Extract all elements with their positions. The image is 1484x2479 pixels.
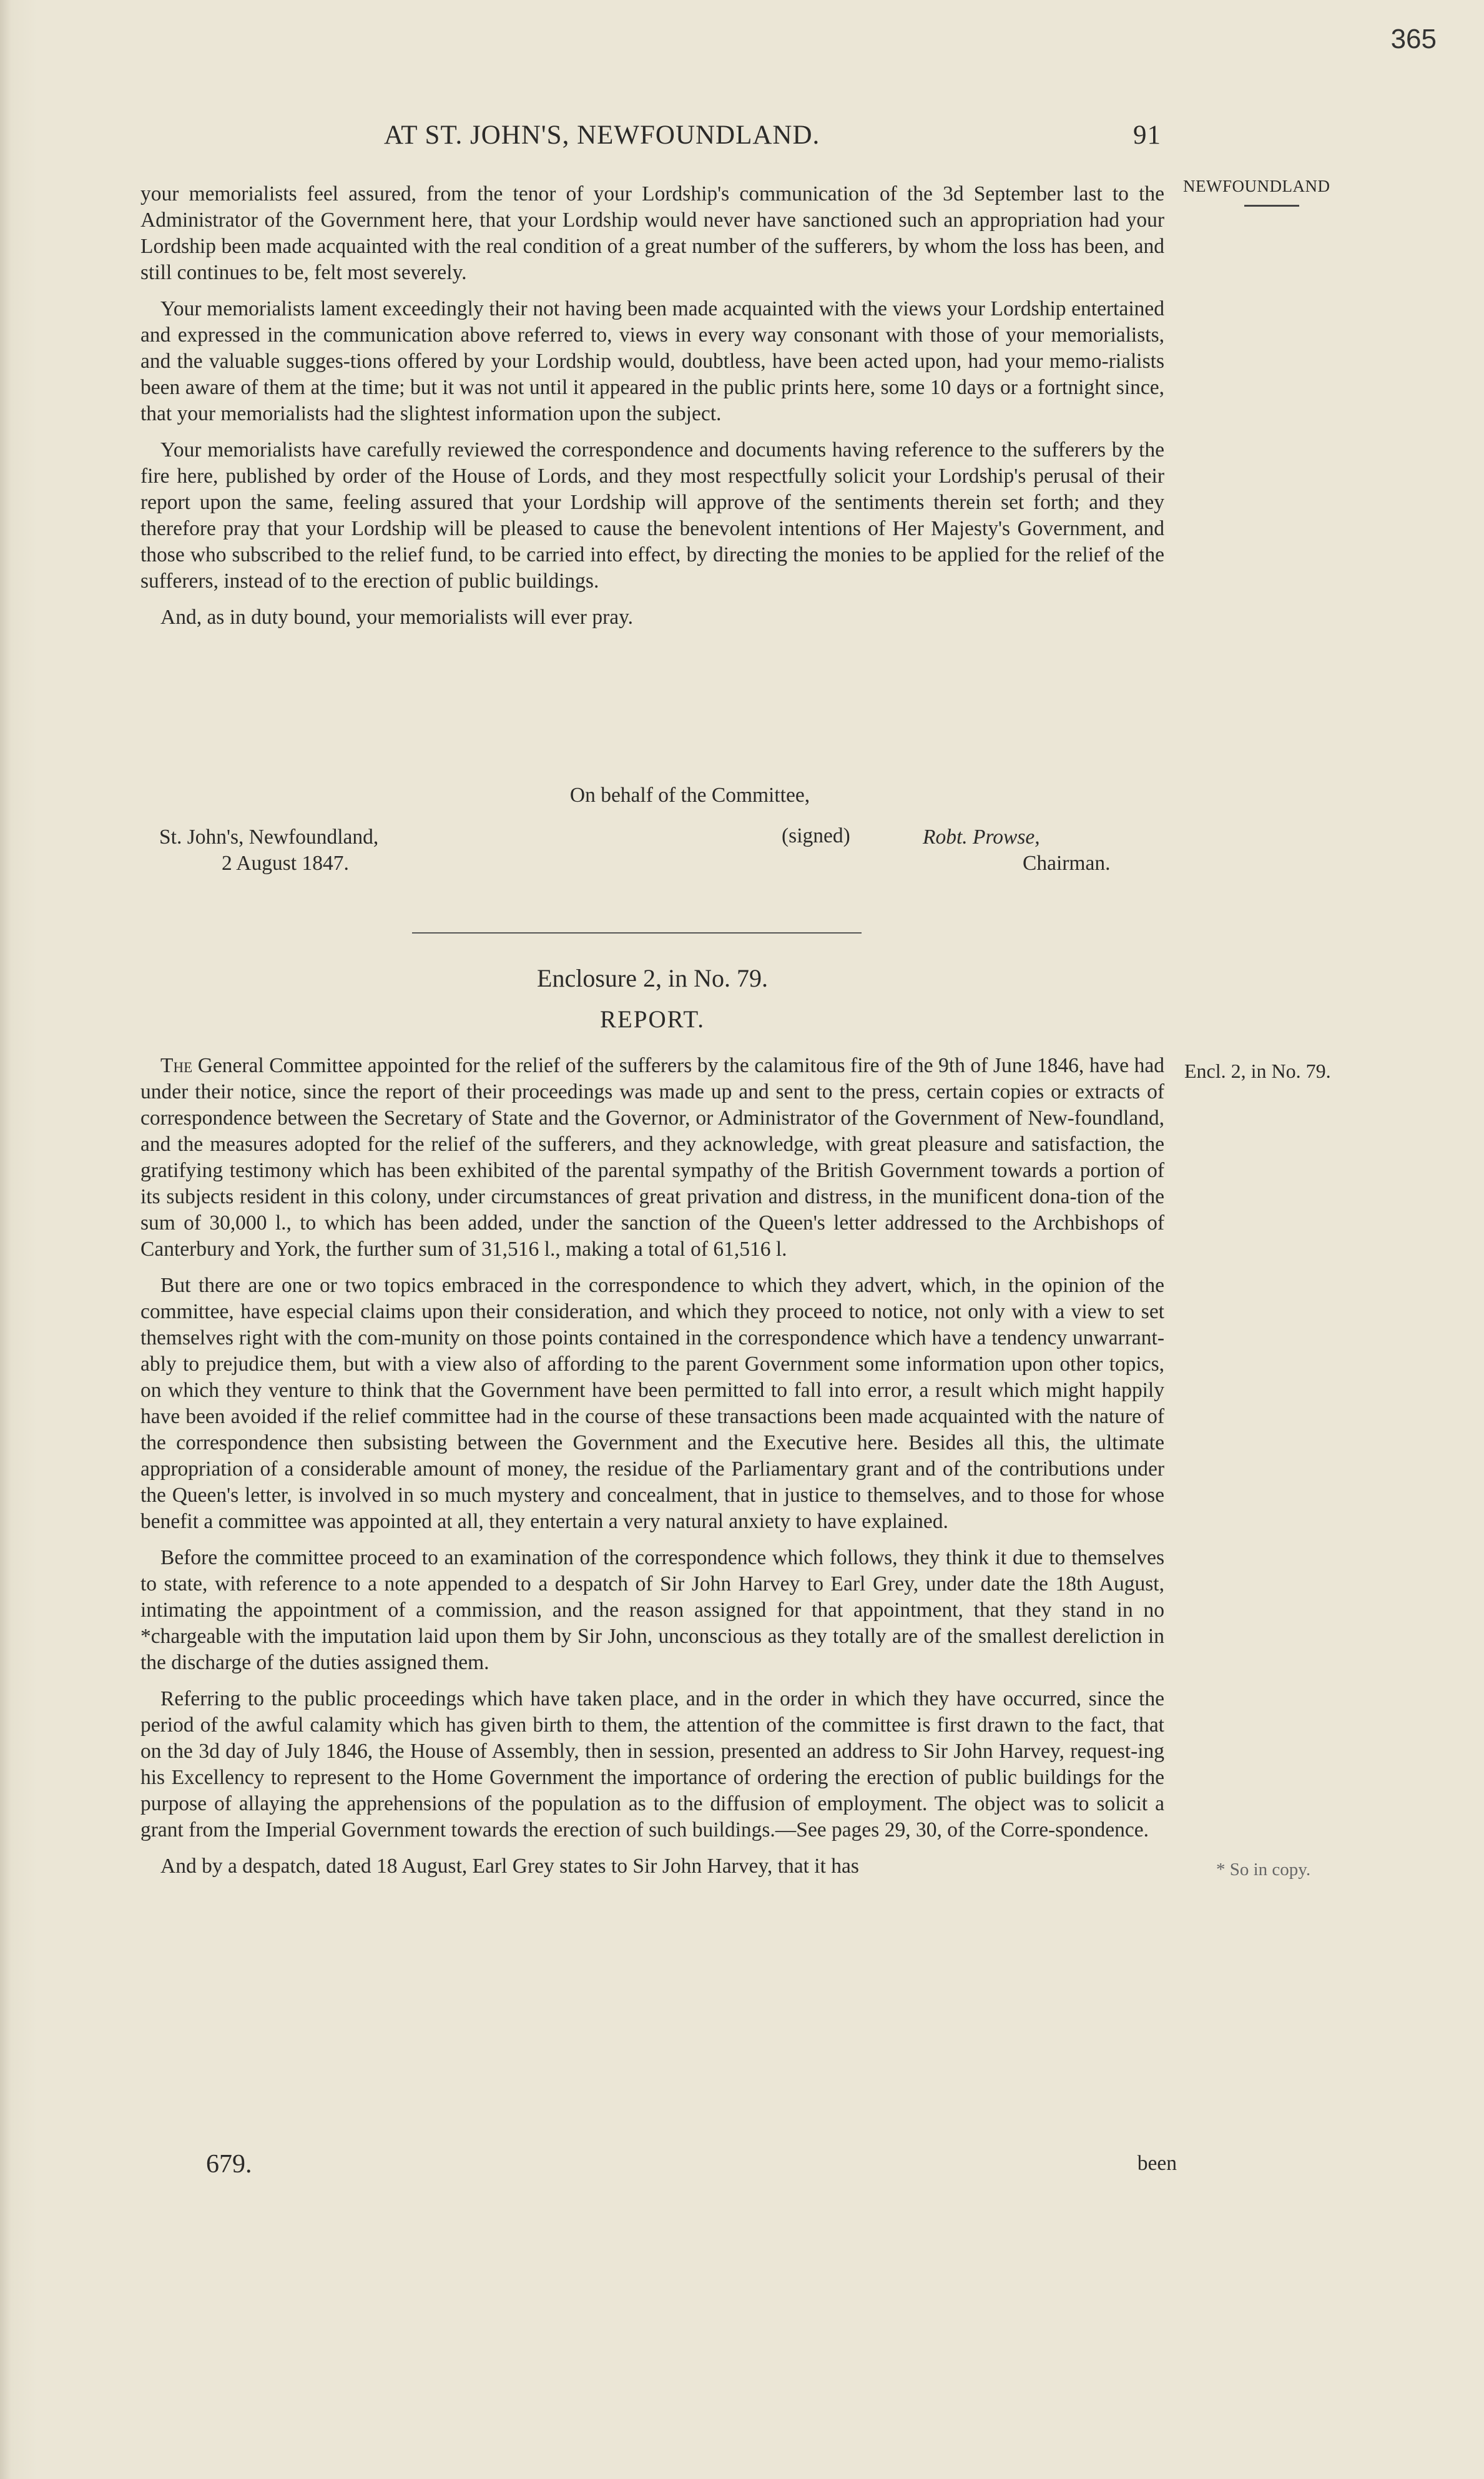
memorial-paragraph: And, as in duty bound, your memorialists will ever pray.: [160, 606, 634, 629]
place: St. John's, Newfoundland,: [159, 826, 379, 849]
signed-mark: (signed): [782, 824, 850, 847]
signature-block: [923, 824, 1110, 877]
report-paragraph: And by a despatch, dated 18 August, Earl Grey states to Sir John Harvey, that it has: [160, 1855, 859, 1878]
report-paragraph: [140, 1053, 1164, 1263]
running-head-title: AT ST. JOHN'S, NEWFOUNDLAND.: [384, 121, 820, 150]
signature-mark: 679.: [206, 2150, 252, 2179]
report-first-word: The: [160, 1054, 193, 1077]
signatory-role: Chairman.: [1023, 852, 1111, 875]
memorial-paragraph: your memorialists feel assured, from the tenor of your Lordship's communication of the 3d September last to the Administrator of the Government here, that your Lordship would never have sanctioned such an appropriation had your Lordship been made acquainted with the real condition of a great number of the sufferers, by whom the loss has been, and still continues to be, felt most severely.: [140, 182, 1164, 284]
report-paragraph-text: General Committee appointed for the relief of the sufferers by the calamitous fire of the 9th of June 1846, have had under their notice, since the report of their proceedings was made up and sent to the press, certain copies or extracts of correspondence between the Secretary of State and the Governor, or Administrator of the Government of New-foundland, and the measures adopted for the relief of the sufferers, and they acknowledge, with great pleasure and satisfaction, the gratifying testimony which has been exhibited of the parental sympathy of the British Government towards a portion of its subjects resident in this colony, under circumstances of great privation and distress, in the munificent dona-tion of the sum of 30,000 l., to which has been added, under the sanction of the Queen's letter addressed to the Archbishops of Canterbury and York, the further sum of 31,516 l., making a total of 61,516 l.: [140, 1054, 1164, 1261]
report-paragraph: But there are one or two topics embraced in the correspondence to which they advert, which, in the opinion of the committee, have especial claims upon their consideration, and which they proceed to notice, not only with a view to set themselves right with the com-munity on those points contained in the correspondence which have a tendency unwarrant-ably to prejudice them, but with a view also of affording to the parent Government some information upon other topics, on which they venture to think that the Government have been permitted to fall into error, a result which might happily have been avoided if the relief committee had in the course of these transactions been made acquainted with the nature of the correspondence then subsisting between the Government and the Executive here. Besides all this, the ultimate appropriation of a considerable amount of money, the residue of the Parliamentary grant and of the contributions under the Queen's letter, is involved in so much mystery and concealment, that in justice to themselves, and to those for whose benefit a committee was appointed at all, they entertain a very natural anxiety to have explained.: [140, 1274, 1164, 1533]
margin-footnote: * So in copy.: [1216, 1860, 1311, 1880]
running-head-page-number: 91: [1133, 121, 1161, 150]
folio-number: 365: [1390, 24, 1437, 54]
report-text: [140, 1053, 1164, 1880]
margin-rule: [1244, 205, 1299, 207]
margin-label: NEWFOUNDLAND: [1183, 177, 1330, 195]
on-behalf-line: On behalf of the Committee,: [569, 784, 810, 807]
memorial-text: [140, 181, 1164, 631]
catchword: been: [1137, 2152, 1177, 2175]
memorial-paragraph: Your memorialists lament exceedingly their not having been made acquainted with the views your Lordship entertained and expressed in the communication above referred to, views in every way consonant with those of your memorialists, and the valuable sugges-tions offered by your Lordship would, doubtless, have been acted upon, had your memo-rialists been aware of them at the time; but it was not until it appeared in the public prints here, some 10 days or a fortnight since, that your memorialists had the slightest information upon the subject.: [140, 297, 1164, 425]
margin-enclosure-note: Encl. 2, in No. 79.: [1184, 1060, 1331, 1082]
running-head: [384, 120, 1161, 150]
signature-place: [159, 824, 378, 877]
report-title: REPORT.: [599, 1006, 705, 1033]
report-paragraph: Before the committee proceed to an examination of the correspondence which follows, they think it due to themselves to state, with reference to a note appended to a despatch of Sir John Harvey to Earl Grey, under date the 18th August, intimating the appointment of a commission, and the reason assigned for that appointment, that they stand in no *chargeable with the imputation laid upon them by Sir John, unconscious as they totally are of the smallest dereliction in the discharge of the duties assigned them.: [140, 1546, 1164, 1674]
date: 2 August 1847.: [222, 852, 349, 875]
memorial-paragraph: Your memorialists have carefully reviewed the correspondence and documents having reference to the sufferers by the fire here, published by order of the House of Lords, and they most respectfully solicit your Lordship's perusal of their report upon the same, feeling assured that your Lordship will approve of the sentiments therein set forth; and they therefore pray that your Lordship will be pleased to cause the benevolent intentions of Her Majesty's Government, and those who subscribed to the relief fund, to be carried into effect, by directing the monies to be applied for the relief of the sufferers, instead of to the erection of public buildings.: [140, 438, 1164, 593]
section-divider: [412, 932, 862, 934]
signatory-name: Robt. Prowse,: [923, 826, 1040, 849]
report-paragraph: Referring to the public proceedings which have taken place, and in the order in which they have occurred, since the period of the awful calamity which has given birth to them, the attention of the committee is first drawn to the fact, that on the 3d day of July 1846, the House of Assembly, then in session, presented an address to Sir John Harvey, request-ing his Excellency to represent to the Home Government the importance of ordering the erection of public buildings for the purpose of allaying the apprehensions of the population as to the diffusion of employment. The object was to solicit a grant from the Imperial Government towards the erection of such buildings.—See pages 29, 30, of the Corre-spondence.: [140, 1687, 1164, 1841]
enclosure-title: Enclosure 2, in No. 79.: [537, 964, 768, 992]
